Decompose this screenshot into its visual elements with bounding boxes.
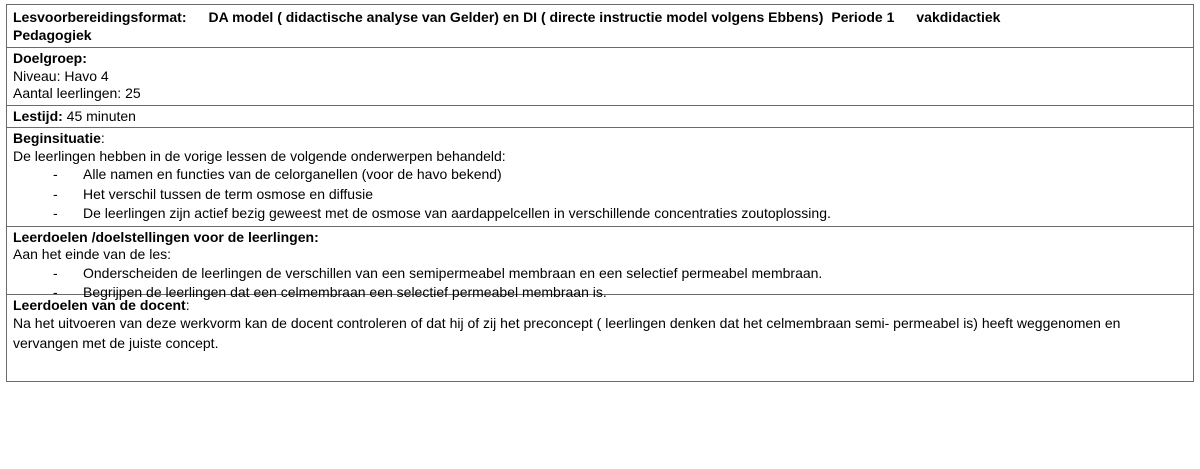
list-item-text: Begrijpen de leerlingen dat een celmembraan een selectief permeabel membraan is. (83, 284, 607, 300)
beginsituatie-row (7, 128, 1193, 227)
list-item (13, 185, 1187, 205)
leerdoelen-leerlingen-row (7, 227, 1193, 300)
list-item-text: Alle namen en functies van de celorganellen (voor de havo bekend) (83, 166, 502, 182)
format-label: Lesvoorbereidingsformat: (13, 9, 187, 25)
leerdoelen-docent-colon: : (185, 296, 190, 313)
list-item (13, 283, 1187, 303)
leerdoelen-leerlingen-intro: Aan het einde van de les: (13, 246, 172, 262)
list-item (13, 264, 1187, 284)
model-description: DA model ( didactische analyse van Gelder) en DI ( directe instructie model volgens Ebbens) (208, 9, 824, 25)
subject-label: vakdidactiek (916, 9, 1001, 25)
lestijd-row (7, 106, 1193, 129)
lesson-plan-table (6, 4, 1194, 382)
beginsituatie-colon: : (100, 130, 105, 146)
bullet-marker: - (53, 185, 58, 202)
beginsituatie-title: Beginsituatie (13, 130, 101, 146)
list-item (13, 204, 1187, 224)
list-item-text: Het verschil tussen de term osmose en diffusie (83, 185, 373, 202)
period-label: Periode 1 (831, 9, 895, 25)
niveau-text: Niveau: Havo 4 (13, 67, 109, 84)
leerdoelen-docent-row (7, 295, 1193, 382)
doelgroep-title: Doelgroep: (13, 50, 87, 66)
lestijd-label: Lestijd: (13, 107, 63, 124)
subject-line2: Pedagogiek (13, 26, 92, 43)
leerdoelen-docent-text: Na het uitvoeren van deze werkvorm kan de docent controleren of dat hij of zij het preconcept ( leerlingen denken dat het celmembraan semi- permeabel is) heeft weggenomen en vervangen met de juiste concept. (13, 315, 1121, 351)
bullet-marker: - (53, 205, 58, 221)
doelgroep-row (7, 48, 1193, 106)
bullet-marker: - (53, 284, 58, 300)
beginsituatie-list (13, 165, 1187, 224)
leerdoelen-docent-title: Leerdoelen van de docent (13, 296, 186, 313)
beginsituatie-heading (13, 130, 1187, 148)
aantal-leerlingen-text: Aantal leerlingen: 25 (13, 85, 141, 101)
list-item-text: Onderscheiden de leerlingen de verschillen van een semipermeabel membraan en een selectief permeabel membraan. (83, 264, 823, 281)
lestijd-value: 45 minuten (62, 107, 136, 124)
list-item (13, 165, 1187, 185)
header-row (7, 5, 1193, 48)
bullet-marker: - (53, 264, 58, 281)
list-item-text: De leerlingen zijn actief bezig geweest met de osmose van aardappelcellen in verschillende concentraties zoutoplossing. (83, 205, 831, 221)
leerdoelen-leerlingen-title: Leerdoelen /doelstellingen voor de leerlingen: (13, 228, 319, 245)
bullet-marker: - (53, 166, 58, 182)
beginsituatie-intro: De leerlingen hebben in de vorige lessen de volgende onderwerpen behandeld: (13, 147, 506, 164)
lestijd-line (13, 108, 1187, 126)
header-line (13, 9, 1187, 27)
leerdoelen-leerlingen-list (13, 264, 1187, 303)
